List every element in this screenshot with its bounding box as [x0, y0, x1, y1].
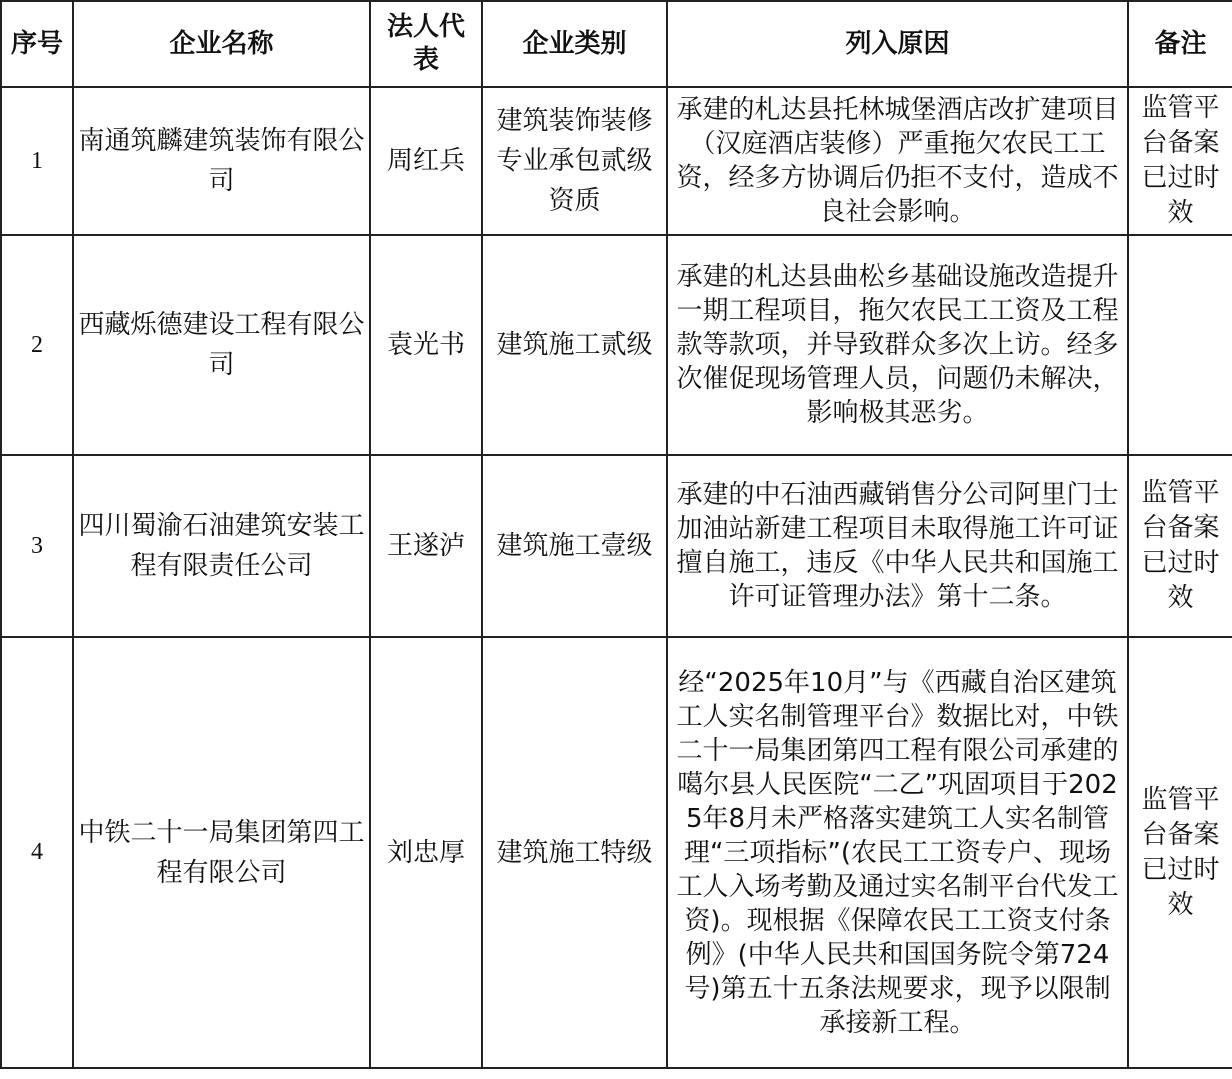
row-type: 建筑施工贰级 — [482, 235, 667, 455]
row-note: 监管平台备案已过时效 — [1128, 455, 1232, 637]
header-note: 备注 — [1128, 1, 1232, 87]
row-seq: 1 — [1, 87, 73, 235]
row-note: 监管平台备案已过时效 — [1128, 637, 1232, 1068]
row-seq: 3 — [1, 455, 73, 637]
table-row — [1, 455, 1232, 637]
header-seq: 序号 — [1, 1, 73, 87]
table-row — [1, 87, 1232, 235]
row-note — [1128, 235, 1232, 455]
row-seq: 2 — [1, 235, 73, 455]
row-rep: 周红兵 — [370, 87, 482, 235]
row-rep: 刘忠厚 — [370, 637, 482, 1068]
row-company: 西藏烁德建设工程有限公司 — [73, 235, 370, 455]
row-note: 监管平台备案已过时效 — [1128, 87, 1232, 235]
row-type: 建筑装饰装修专业承包贰级资质 — [482, 87, 667, 235]
row-company: 四川蜀渝石油建筑安装工程有限责任公司 — [73, 455, 370, 637]
table-row — [1, 637, 1232, 1068]
row-reason: 承建的札达县托林城堡酒店改扩建项目（汉庭酒店装修）严重拖欠农民工工资，经多方协调后仍拒不支付，造成不良社会影响。 — [667, 87, 1128, 235]
row-reason: 承建的札达县曲松乡基础设施改造提升一期工程项目，拖欠农民工工资及工程款等款项，并导致群众多次上访。经多次催促现场管理人员，问题仍未解决，影响极其恶劣。 — [667, 235, 1128, 455]
row-rep: 袁光书 — [370, 235, 482, 455]
row-company: 南通筑麟建筑装饰有限公司 — [73, 87, 370, 235]
header-type: 企业类别 — [482, 1, 667, 87]
row-type: 建筑施工特级 — [482, 637, 667, 1068]
row-rep: 王遂泸 — [370, 455, 482, 637]
header-rep: 法人代表 — [370, 1, 482, 87]
table-row — [1, 235, 1232, 455]
header-reason: 列入原因 — [667, 1, 1128, 87]
header-company: 企业名称 — [73, 1, 370, 87]
row-type: 建筑施工壹级 — [482, 455, 667, 637]
row-reason: 承建的中石油西藏销售分公司阿里门士加油站新建工程项目未取得施工许可证擅自施工，违反《中华人民共和国施工许可证管理办法》第十二条。 — [667, 455, 1128, 637]
row-company: 中铁二十一局集团第四工程有限公司 — [73, 637, 370, 1068]
header-row — [1, 1, 1232, 87]
row-reason: 经“2025年10月”与《西藏自治区建筑工人实名制管理平台》数据比对，中铁二十一局集团第四工程有限公司承建的噶尔县人民医院“二乙”巩固项目于2025年8月未严格落实建筑工人实名制管理“三项指标”(农民工工资专户、现场工人入场考勤及通过实名制平台代发工资)。现根据《保障农民工工资支付条例》(中华人民共和国国务院令第724号)第五十五条法规要求，现予以限制承接新工程。 — [667, 637, 1128, 1068]
row-seq: 4 — [1, 637, 73, 1068]
